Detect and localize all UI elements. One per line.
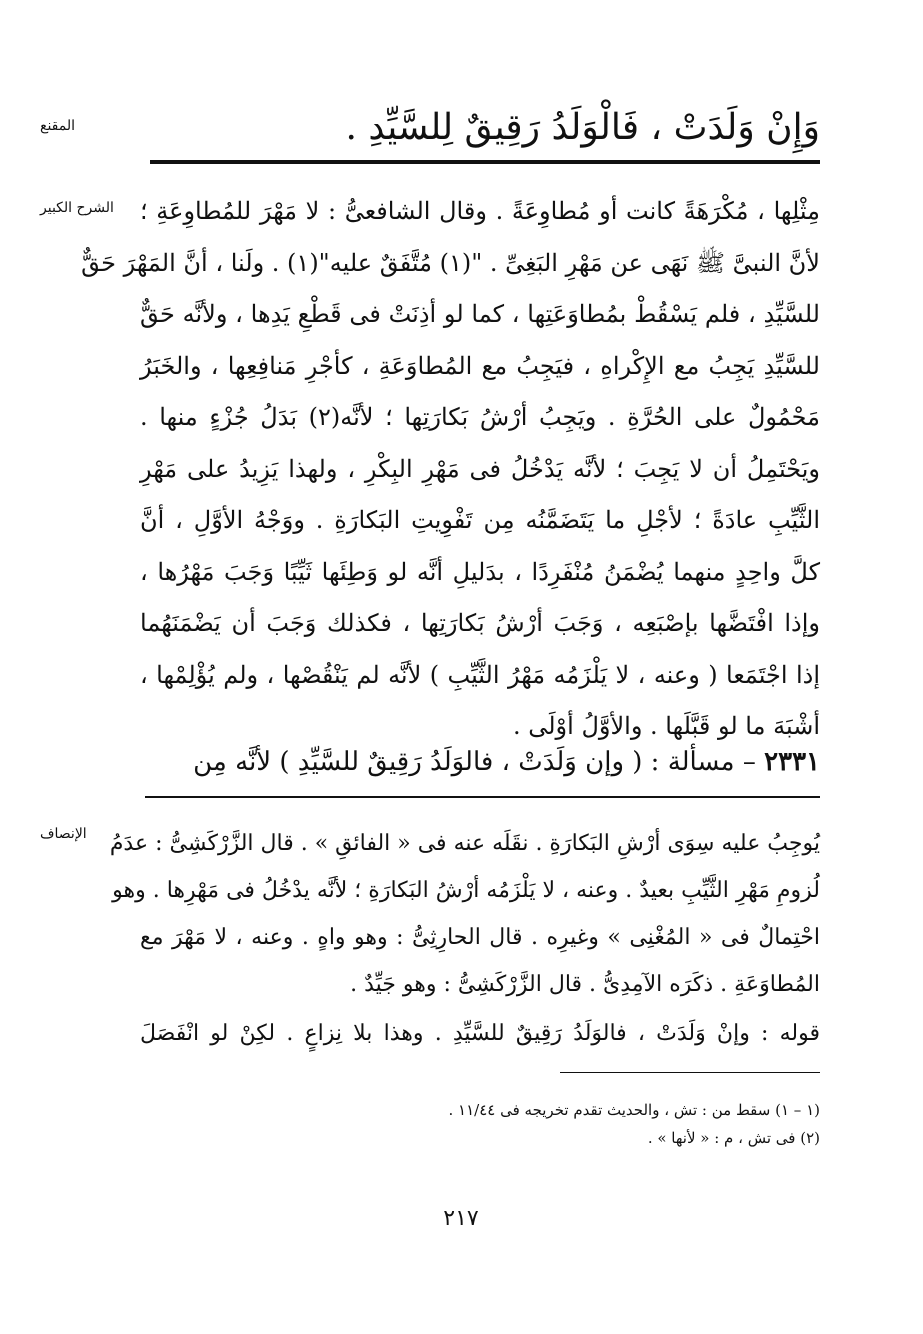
footnotes [380,1096,820,1152]
text-line: أشْبَهَ ما لو قَبَّلَها . والأوَّلُ أوْلَى . [512,712,820,740]
text-line: للسَّيِّدِ ، فلم يَسْقُطْ بمُطاوَعَتِها ، كما لو أذِنَتْ فى قَطْعِ يَدِها ، ولأنَّه حَقٌّ [140,300,820,328]
margin-label-sharh: الشرح الكبير [40,200,114,216]
page-number: ٢١٧ [443,1206,479,1231]
text-line: مِثْلِها ، مُكْرَهَةً كانت أو مُطاوِعَةً . وقال الشافعىُّ : لا مَهْرَ للمُطاوِعَةِ ؛ [140,197,820,225]
text-line: مَحْمُولٌ على الحُرَّةِ . ويَجِبُ أرْشُ بَكارَتِها ؛ لأنَّه(٢) بَدَلُ جُزْءٍ منها . [140,403,820,431]
section-divider [145,796,820,798]
text-line: وإذا افْتَضَّها بإصْبَعِه ، وَجَبَ أرْشُ بَكارَتِها ، فكذلك وَجَبَ أن يَضْمَنَهُما [140,609,820,637]
sharh-text-block [81,186,820,753]
text-line: المُطاوَعَةِ . ذكَرَه الآمِدِىُّ . قال الزَّرْكَشِىُّ : وهو جَيِّدٌ . [350,972,820,997]
masala-text: – مسألة : ( وإن وَلَدَتْ ، فالوَلَدُ رَقِيقٌ للسَّيِّدِ ) لأنَّه مِن [193,747,756,777]
masala-row [140,736,820,788]
heading-divider [150,160,820,164]
text-line: إذا اجْتَمَعا ( وعنه ، لا يَلْزَمُه مَهْرُ الثَّيِّبِ ) لأنَّه لم يَنْقُصْها ، ولم يُؤْلِمْها ، [140,660,820,689]
footnote-divider [560,1072,820,1073]
footnote: (١ – ١) سقط من : تش ، والحديث تقدم تخريجه فى ١١/٤٤ . [448,1101,820,1119]
margin-label-insaf: الإنصاف [40,826,87,842]
text-line: قوله : وإنْ وَلَدَتْ ، فالوَلَدُ رَقِيقٌ للسَّيِّدِ . وهذا بلا نِزاعٍ . لكِنْ لو انْفَصَلَ [140,1021,820,1046]
footnote: (٢) فى تش ، م : « لأنها » . [647,1129,820,1147]
text-line: للسَّيِّدِ يَجِبُ مع الإِكْراهِ ، فيَجِبُ مع المُطاوَعَةِ ، كأجْرِ مَنافِعِها ، والخَبَرُ [140,351,820,380]
masala-line [140,736,820,788]
text-line: الثَّيِّبِ عادَةً ؛ لأجْلِ ما يَتَضَمَّنُه مِن تَفْوِيتِ البَكارَةِ . ووَجْهُ الأوَّلِ ، أنَّ [140,506,820,534]
text-line: يُوجِبُ عليه سِوَى أرْشِ البَكارَةِ . نقَلَه عنه فى « الفائقِ » . قال الزَّرْكَشِىُّ : عدَمُ [109,831,820,856]
qawluh-paragraph [140,1010,820,1057]
text-line: لُزومِ مَهْرِ الثَّيِّبِ بعيدٌ . وعنه ، لا يَلْزَمُه أرْشُ البَكارَةِ ؛ لأنَّه يدْخُلُ فى مَهْرِها . وهو [112,878,820,903]
text-line: ويَحْتَمِلُ أن لا يَجِبَ ؛ لأنَّه يَدْخُلُ فى مَهْرِ البِكْرِ ، ولهذا يَزِيدُ على مَهْرِ [140,454,820,483]
heading-text: وَإِنْ وَلَدَتْ ، فَالْوَلَدُ رَقِيقٌ لِلسَّيِّدِ . [345,107,820,148]
text-line: لأنَّ النبىَّ ﷺ نَهَى عن مَهْرِ البَغِىِّ . "(١) مُتَّفَقٌ عليه"(١) . ولَنا ، أنَّ المَهْرَ حَقٌّ [81,248,820,277]
text-line: كلَّ واحِدٍ منهما يُضْمَنُ مُنْفَرِدًا ، بدَليلِ أنَّه لو وَطِئَها ثَيِّبًا وَجَبَ مَهْرُها ، [140,557,820,586]
masala-number: ٢٣٣١ [764,747,820,777]
margin-label-muqni: المقنع [40,118,76,134]
muqni-heading [140,98,820,158]
text-line: احْتِمالٌ فى « المُغْنِى » وغيرِه . قال الحارِثِىُّ : وهو واهٍ . وعنه ، لا مَهْرَ مع [140,925,820,950]
insaf-text-block [109,820,820,1008]
